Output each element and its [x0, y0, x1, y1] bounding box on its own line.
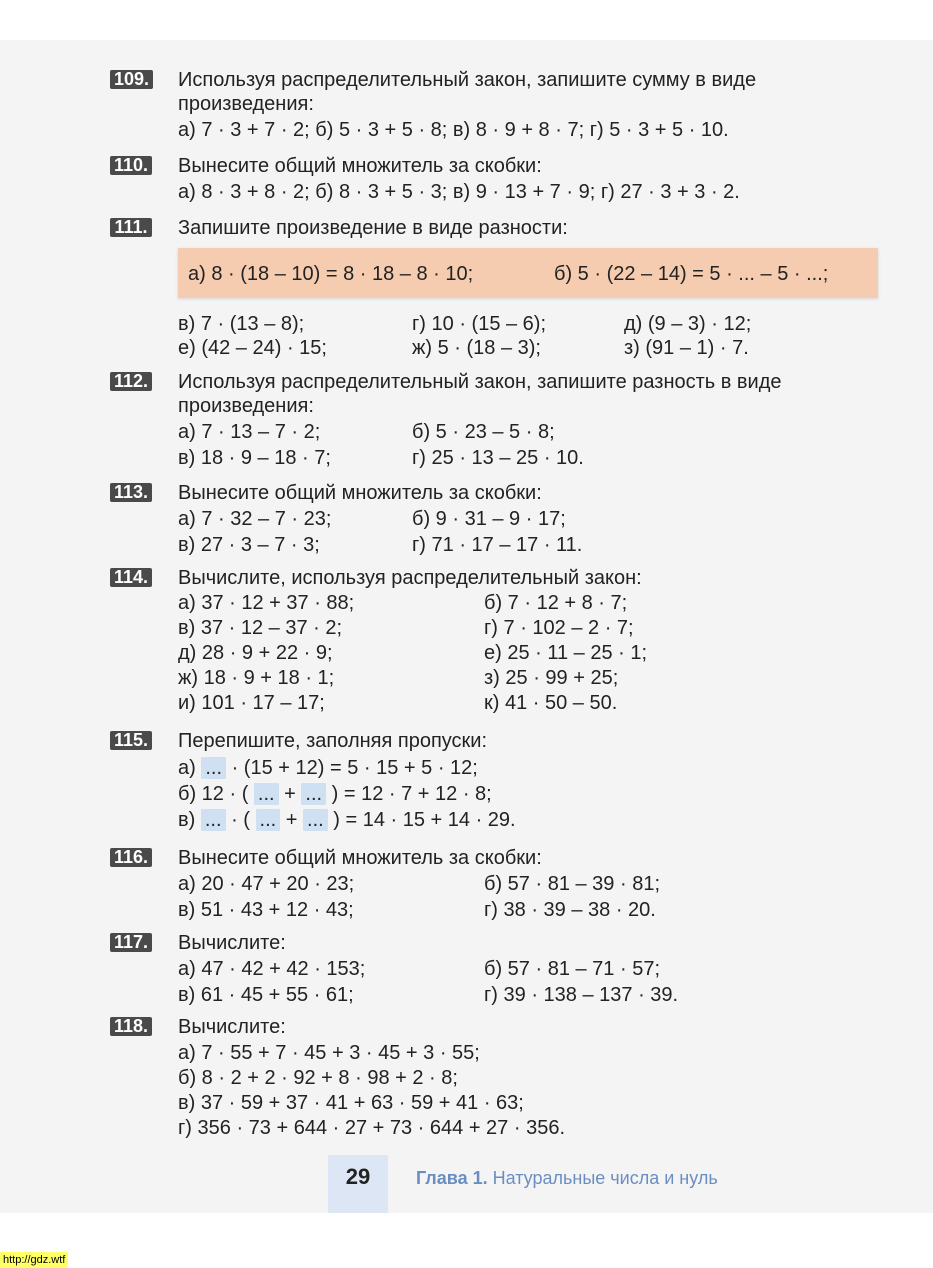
exercise-item: д) 28 · 9 + 22 · 9; — [178, 642, 333, 664]
exercise-item: г) 71 · 17 – 17 · 11. — [412, 534, 583, 556]
exercise-item: г) 39 · 138 – 137 · 39. — [484, 984, 679, 1006]
exercise-task: Вычислите, используя распределительный закон: — [178, 567, 642, 589]
exercise-item: з) (91 – 1) · 7. — [624, 337, 749, 359]
chapter-label: Глава 1. — [416, 1168, 488, 1188]
exercise-line: а) 7 · 3 + 7 · 2; б) 5 · 3 + 5 · 8; в) 8 · 9 + 8 · 7; г) 5 · 3 + 5 · 10. — [178, 119, 729, 141]
exercise-number: 112. — [110, 372, 152, 391]
exercise-number: 113. — [110, 483, 152, 502]
exercise-number: 110. — [110, 156, 152, 175]
exercise-task: Запишите произведение в виде разности: — [178, 217, 568, 239]
chapter-title: Натуральные числа и нуль — [492, 1168, 718, 1188]
exercise-number: 111. — [110, 218, 152, 237]
plus-sign: + — [285, 809, 298, 831]
exercise-task: Вычислите: — [178, 1016, 286, 1038]
item-expression: б) 12 · ( — [178, 783, 249, 805]
blank-field: ... — [201, 809, 226, 831]
exercise-item: в) 7 · (13 – 8); — [178, 313, 305, 335]
exercise-task: Вынесите общий множитель за скобки: — [178, 847, 542, 869]
exercise-item: а) 47 · 42 + 42 · 153; — [178, 958, 366, 980]
item-expression: · (15 + 12) = 5 · 15 + 5 · 12; — [231, 757, 478, 779]
exercise-item: в) 37 · 12 – 37 · 2; — [178, 617, 343, 639]
exercise-item: г) 7 · 102 – 2 · 7; — [484, 617, 634, 639]
exercise-item: б) 9 · 31 – 9 · 17; — [412, 508, 566, 530]
exercise-item: д) (9 – 3) · 12; — [624, 313, 752, 335]
exercise-item: в) 37 · 59 + 37 · 41 + 63 · 59 + 41 · 63; — [178, 1092, 524, 1114]
exercise-item: б) 7 · 12 + 8 · 7; — [484, 592, 628, 614]
exercise-item: б) 57 · 81 – 71 · 57; — [484, 958, 660, 980]
exercise-task: Используя распределительный закон, запишите разность в виде — [178, 371, 782, 393]
blank-field: ... — [256, 809, 281, 831]
exercise-number: 117. — [110, 933, 152, 952]
exercise-item: а) 37 · 12 + 37 · 88; — [178, 592, 355, 614]
blank-field: ... — [301, 783, 326, 805]
exercise-item: е) (42 – 24) · 15; — [178, 337, 327, 359]
fill-line-a — [178, 756, 478, 780]
source-watermark-link[interactable]: http://gdz.wtf — [0, 1252, 68, 1268]
worked-example-b: б) 5 · (22 – 14) = 5 · ... – 5 · ...; — [554, 263, 829, 285]
exercise-item: а) 7 · 55 + 7 · 45 + 3 · 45 + 3 · 55; — [178, 1042, 480, 1064]
item-expression: ) = 14 · 15 + 14 · 29. — [333, 809, 516, 831]
exercise-item: б) 8 · 2 + 2 · 92 + 8 · 98 + 2 · 8; — [178, 1067, 458, 1089]
exercise-number: 109. — [110, 70, 153, 89]
blank-field: ... — [201, 757, 226, 779]
exercise-item: в) 51 · 43 + 12 · 43; — [178, 899, 354, 921]
worked-example-a: а) 8 · (18 – 10) = 8 · 18 – 8 · 10; — [188, 263, 474, 285]
fill-line-c — [178, 808, 516, 832]
exercise-task: Вынесите общий множитель за скобки: — [178, 155, 542, 177]
blank-field: ... — [303, 809, 328, 831]
exercise-number: 116. — [110, 848, 152, 867]
exercise-item: ж) 5 · (18 – 3); — [412, 337, 541, 359]
item-expression: · ( — [231, 809, 250, 831]
exercise-task-continued: произведения: — [178, 93, 314, 115]
textbook-page — [0, 40, 933, 1213]
exercise-item: е) 25 · 11 – 25 · 1; — [484, 642, 648, 664]
exercise-item: г) 10 · (15 – 6); — [412, 313, 547, 335]
exercise-number: 118. — [110, 1017, 152, 1036]
page-number: 29 — [328, 1155, 388, 1213]
exercise-task-continued: произведения: — [178, 395, 314, 417]
exercise-item: б) 5 · 23 – 5 · 8; — [412, 421, 555, 443]
worked-example-band — [178, 248, 878, 298]
exercise-item: з) 25 · 99 + 25; — [484, 667, 619, 689]
exercise-task: Перепишите, заполняя пропуски: — [178, 730, 488, 752]
exercise-item: а) 7 · 13 – 7 · 2; — [178, 421, 321, 443]
blank-field: ... — [254, 783, 279, 805]
plus-sign: + — [284, 783, 296, 805]
exercise-item: в) 61 · 45 + 55 · 61; — [178, 984, 354, 1006]
exercise-item: б) 57 · 81 – 39 · 81; — [484, 873, 660, 895]
exercise-item: г) 38 · 39 – 38 · 20. — [484, 899, 656, 921]
exercise-task: Используя распределительный закон, запишите сумму в виде — [178, 69, 757, 91]
chapter-footer — [416, 1168, 718, 1189]
exercise-item: ж) 18 · 9 + 18 · 1; — [178, 667, 335, 689]
exercise-item: а) 7 · 32 – 7 · 23; — [178, 508, 332, 530]
item-label: а) — [178, 757, 196, 779]
item-expression: ) = 12 · 7 + 12 · 8; — [331, 783, 492, 805]
exercise-item: а) 20 · 47 + 20 · 23; — [178, 873, 355, 895]
exercise-item: и) 101 · 17 – 17; — [178, 692, 325, 714]
fill-line-b — [178, 782, 492, 806]
exercise-task: Вынесите общий множитель за скобки: — [178, 482, 542, 504]
item-label: в) — [178, 809, 196, 831]
exercise-item: в) 27 · 3 – 7 · 3; — [178, 534, 320, 556]
exercise-item: к) 41 · 50 – 50. — [484, 692, 618, 714]
exercise-number: 114. — [110, 568, 152, 587]
exercise-number: 115. — [110, 731, 152, 750]
exercise-task: Вычислите: — [178, 932, 286, 954]
exercise-item: в) 18 · 9 – 18 · 7; — [178, 447, 331, 469]
exercise-item: г) 25 · 13 – 25 · 10. — [412, 447, 584, 469]
exercise-line: а) 8 · 3 + 8 · 2; б) 8 · 3 + 5 · 3; в) 9 · 13 + 7 · 9; г) 27 · 3 + 3 · 2. — [178, 181, 740, 203]
exercise-item: г) 356 · 73 + 644 · 27 + 73 · 644 + 27 · 356. — [178, 1117, 566, 1139]
